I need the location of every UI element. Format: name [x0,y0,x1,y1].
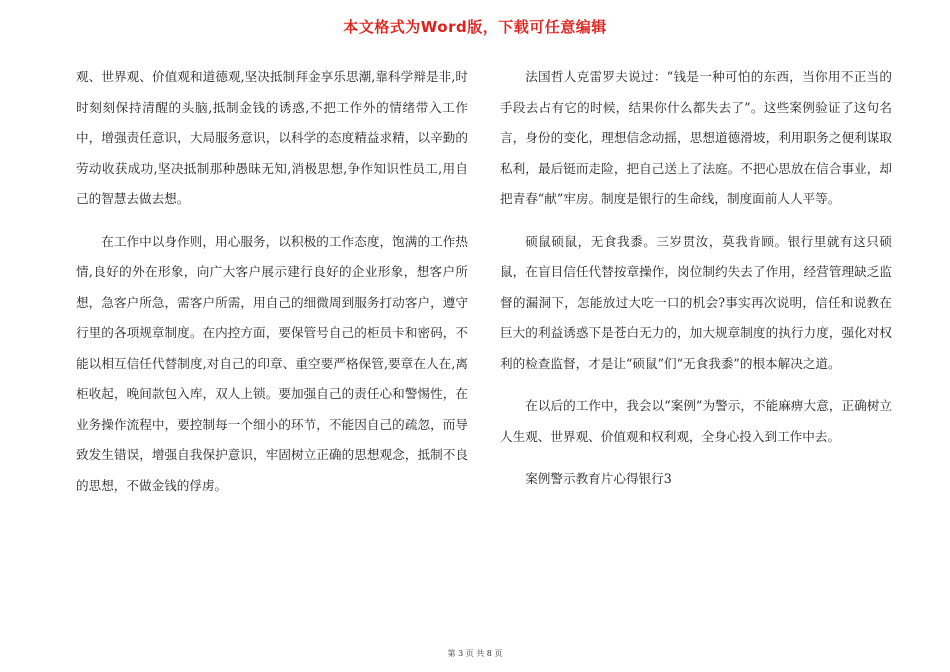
paragraph: 在以后的工作中，我会以“案例”为警示，不能麻痹大意，正确树立人生观、世界观、价值观和权利观，全身心投入到工作中去。 [500,398,892,444]
right-text-column [500,62,892,507]
paragraph: 观、世界观、价值观和道德观,坚决抵制拜金享乐思潮,靠科学辩是非,时时刻刻保持清醒的头脑,抵制金钱的诱惑,不把工作外的情绪带入工作中，增强责任意识，大局服务意识，以科学的态度精益求精，以辛勤的劳动收获成功,坚决抵制那种愚昧无知,消极思想,争作知识性员工,用自己的智慧去做去想。 [76,69,468,206]
section-heading: 案例警示教育片心得银行3 [525,471,672,486]
page-number-footer: 第 3 页 共 8 页 [447,649,503,658]
left-text-column [76,62,468,513]
paragraph: 在工作中以身作则，用心服务，以积极的工作态度，饱满的工作热情,良好的外在形象，向广大客户展示建行良好的企业形象，想客户所想，急客户所急，需客户所需，用自己的细微周到服务打动客户，遵守行里的各项规章制度。在内控方面，要保管号自己的柜员卡和密码，不能以相互信任代替制度,对自己的印章、重空要严格保管,要章在人在,离柜收起，晚间款包入库，双人上锁。要加强自己的责任心和警惕性，在业务操作流程中，要控制每一个细小的环节，不能因自己的疏忽，而导致发生错误，增强自我保护意识，牢固树立正确的思想观念，抵制不良的思想，不做金钱的俘虏。 [76,233,468,493]
paragraph: 法国哲人克雷罗夫说过：“钱是一种可怕的东西，当你用不正当的手段去占有它的时候，结果你什么都失去了”。这些案例验证了这句名言，身份的变化，理想信念动摇，思想道德滑坡，利用职务之便利谋取私利，最后铤而走险，把自己送上了法庭。不把心思放在信合事业，却把青春“献”牢房。制度是银行的生命线，制度面前人人平等。 [500,69,892,206]
paragraph: 硕鼠硕鼠，无食我黍。三岁贯汝，莫我肯顾。银行里就有这只硕鼠，在盲目信任代替按章操作，岗位制约失去了作用，经营管理缺乏监督的漏洞下，怎能放过大吃一口的机会?事实再次说明，信任和说教在巨大的利益诱惑下是苍白无力的，加大规章制度的执行力度，强化对权利的检查监督，才是让“硕鼠”们“无食我黍”的根本解决之道。 [500,233,892,371]
format-notice-banner: 本文格式为Word版，下载可任意编辑 [343,18,607,36]
